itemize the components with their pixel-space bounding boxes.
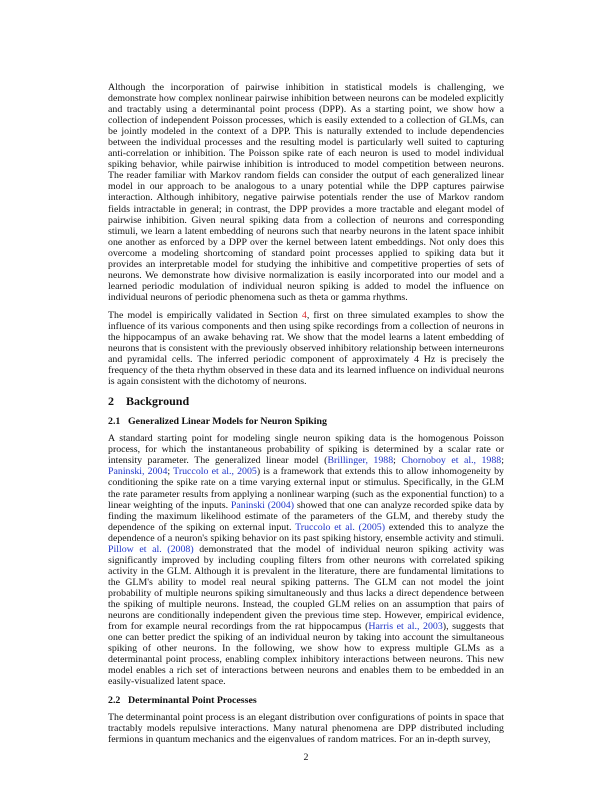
dpp-paragraph: The determinantal point process is an elegant distribution over configurations of points in space that tractably models repulsive interactions. Many natural phenomena are DPP distributed including fermions in quantum mechanics and the eigenvalues of random matrices. For an in-depth survey, bbox=[108, 712, 504, 746]
text-run: ), suggests that one can better predict the spiking of an individual neuron by taking into account the simultaneous spiking of other neurons. In the following, we show how to express multiple GLMs as a determinantal point process, enabling complex inhibitory interactions between neurons. This new model enables a rich set of interactions between neurons and enables them to be embedded in an easily-visualized latent space. bbox=[108, 621, 504, 688]
citation-brillinger-1988[interactable]: Brillinger, 1988 bbox=[327, 455, 394, 467]
paper-page bbox=[108, 82, 504, 752]
subsection-heading-dpp bbox=[108, 695, 504, 706]
citation-paninski-2004[interactable]: Paninski, 2004 bbox=[108, 466, 168, 478]
section-heading-background bbox=[108, 395, 504, 408]
subsection-heading-glm bbox=[108, 416, 504, 427]
citation-harris-2003[interactable]: Harris et al., 2003 bbox=[368, 621, 443, 633]
subsection-title: Generalized Linear Models for Neuron Spiking bbox=[128, 416, 327, 428]
citation-truccolo-2005[interactable]: Truccolo et al., 2005 bbox=[173, 466, 257, 478]
subsection-number: 2.1 bbox=[108, 416, 121, 428]
text-run: showed that one can analyze recorded spike data by finding the maximum likelihood estimate of the parameters of the GLM, and thereby study the dependence of the spiking on external input. bbox=[108, 499, 504, 533]
section-4-link[interactable]: 4 bbox=[301, 309, 307, 321]
text-run: demonstrated that the model of individual neuron spiking activity was significantly improved by including coupling filters from other neurons with correlated spiking activity in the GLM. Although it is prevalent in the literature, there are fundamental limitations to the GLM's ability to model real neural spiking patterns. The GLM can not model the joint probability of multiple neurons spiking simultaneously and thus lacks a direct dependence between the spiking of multiple neurons. Instead, the coupled GLM relies on an assumption that pairs of neurons are conditionally independent given the previous time step. However, empirical evidence, from for example neural recordings from the rat hippocampus ( bbox=[108, 543, 504, 633]
text-run: The model is empirically validated in Section bbox=[108, 309, 302, 321]
text-run: extended this to analyze the dependence of a neuron's spiking behavior on its past spiking history, ensemble activity and stimuli. bbox=[108, 521, 505, 544]
text-run: , first on three simulated examples to show the influence of its various components and then using spike recordings from a collection of neurons in the hippocampus of an awake behaving rat. We show that the model learns a latent embedding of neurons that is consistent with the previously observed inhibitory relationship between interneurons and pyramidal cells. The inferred periodic component of approximately 4 Hz is precisely the frequency of the theta rhythm observed in these data and its learned influence on individual neurons is again consistent with the dichotomy of neurons. bbox=[108, 309, 504, 388]
text-run: ; bbox=[501, 455, 504, 467]
intro-paragraph-1: Although the incorporation of pairwise inhibition in statistical models is challenging, we demonstrate how complex nonlinear pairwise inhibition between neurons can be modeled explicitly and tractably using a determinantal point process (DPP). As a starting point, we show how a collection of independent Poisson processes, which is easily extended to a collection of GLMs, can be jointly modeled in the context of a DPP. This is naturally extended to include dependencies between the individual processes and the resulting model is particularly well suited to capturing anti-correlation or inhibition. The Poisson spike rate of each neuron is used to model individual spiking behavior, while pairwise inhibition is introduced to model competition between neurons. The reader familiar with Markov random fields can consider the output of each generalized linear model in our approach to be analogous to a unary potential while the DPP captures pairwise interaction. Although inhibitory, negative pairwise potentials render the use of Markov random fields intractable in general; in contrast, the DPP provides a more tractable and elegant model of pairwise inhibition. Given neural spiking data from a collection of neurons and corresponding stimuli, we learn a latent embedding of neurons such that nearby neurons in the latent space inhibit one another as enforced by a DPP over the kernel between latent embeddings. Not only does this overcome a modeling shortcoming of standard point processes applied to spiking data but it provides an interpretable model for studying the inhibitive and competitive properties of sets of neurons. We demonstrate how divisive normalization is easily incorporated into our model and a learned periodic modulation of individual neuron spiking is added to model the influence on individual neurons of periodic phenomena such as theta or gamma rhythms. bbox=[108, 82, 504, 303]
subsection-title: Determinantal Point Processes bbox=[128, 695, 257, 707]
section-title: Background bbox=[126, 394, 190, 409]
text-run: ; bbox=[393, 455, 402, 467]
text-run: A standard starting point for modeling single neuron spiking data is the homogenous Poisson process, for which the instantaneous probability of spiking is determined by a scalar rate or intensity parameter. The generalized linear model ( bbox=[108, 433, 504, 467]
intro-paragraph-2 bbox=[108, 310, 504, 387]
section-number: 2 bbox=[108, 394, 114, 409]
citation-paninski-2004-b[interactable]: Paninski (2004) bbox=[230, 499, 295, 511]
citation-chornoboy-1988[interactable]: Chornoboy et al., 1988 bbox=[401, 455, 502, 467]
subsection-number: 2.2 bbox=[108, 695, 121, 707]
citation-truccolo-2005-b[interactable]: Truccolo et al. (2005) bbox=[295, 521, 385, 533]
page-number: 2 bbox=[303, 752, 309, 763]
glm-paragraph bbox=[108, 433, 504, 687]
text-run: ) is a framework that extends this to allow inhomogeneity by conditioning the spike rate on a time varying external input or stimulus. Specifically, in the GLM the rate parameter results from applying a nonlinear warping (such as the exponential function) to a linear weighting of the inputs. bbox=[108, 466, 504, 511]
citation-pillow-2008[interactable]: Pillow et al. (2008) bbox=[108, 543, 194, 555]
text-run: ; bbox=[167, 466, 174, 478]
